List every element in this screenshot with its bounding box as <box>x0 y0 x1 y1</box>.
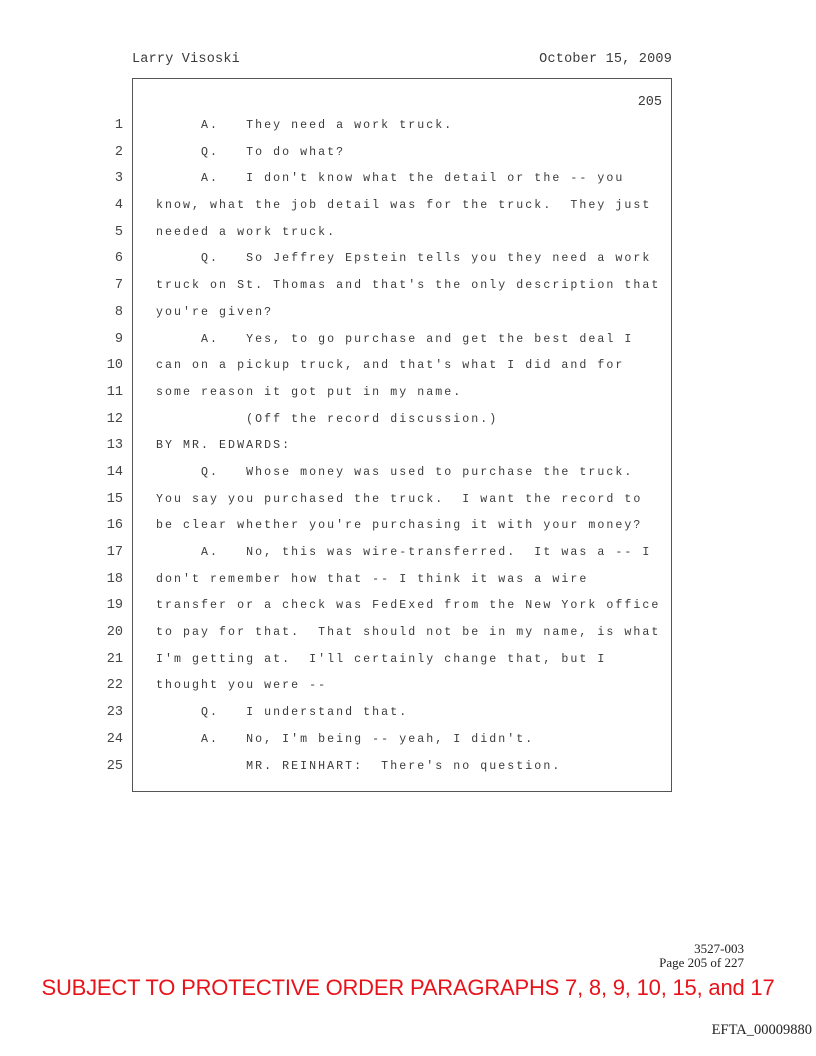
transcript-line: some reason it got put in my name. <box>156 385 463 399</box>
line-number: 8 <box>114 304 123 320</box>
line-number: 24 <box>106 731 123 747</box>
line-number: 20 <box>106 625 123 641</box>
line-number: 14 <box>106 464 123 480</box>
line-number: 2 <box>114 144 123 160</box>
transcript-line: Q. Whose money was used to purchase the truck. <box>156 465 634 479</box>
transcript-page-number: 205 <box>637 95 662 110</box>
transcript-line: You say you purchased the truck. I want the record to <box>156 492 643 506</box>
transcript-line: know, what the job detail was for the truck. They just <box>156 199 652 213</box>
line-number: 7 <box>114 278 123 294</box>
line-number: 9 <box>114 331 123 347</box>
line-number: 16 <box>106 518 123 534</box>
line-number: 19 <box>106 598 123 614</box>
line-number: 6 <box>114 251 123 267</box>
transcript-text <box>156 113 666 780</box>
line-number: 1 <box>114 118 123 133</box>
line-number: 15 <box>106 491 123 507</box>
line-number: 22 <box>106 678 123 694</box>
deposition-date: October 15, 2009 <box>539 52 672 67</box>
transcript-line: you're given? <box>156 305 274 319</box>
line-number: 17 <box>106 545 123 560</box>
bates-number: EFTA_00009880 <box>711 1022 812 1038</box>
transcript-line: A. No, this was wire-transferred. It was a -- I <box>156 546 652 559</box>
line-number: 13 <box>106 438 123 454</box>
transcript-line: BY MR. EDWARDS: <box>156 439 292 453</box>
transcript-line: don't remember how that -- I think it was a wire <box>156 572 589 586</box>
line-number: 23 <box>106 705 123 721</box>
transcript-line: A. I don't know what the detail or the -- you <box>156 172 625 186</box>
line-number: 25 <box>106 758 123 774</box>
line-number: 21 <box>106 651 123 667</box>
transcript-line: (Off the record discussion.) <box>156 412 499 426</box>
document-code: 3527-003 <box>694 941 744 956</box>
transcript-line: needed a work truck. <box>156 225 337 239</box>
line-number: 12 <box>106 411 123 427</box>
line-number-column <box>0 113 127 780</box>
line-number: 11 <box>106 384 123 400</box>
transcript-line: truck on St. Thomas and that's the only description that <box>156 279 661 293</box>
page-count: Page 205 of 227 <box>659 955 744 970</box>
transcript-line: to pay for that. That should not be in my name, is what <box>156 626 661 640</box>
transcript-line: Q. I understand that. <box>156 706 409 720</box>
transcript-line: MR. REINHART: There's no question. <box>156 759 562 773</box>
transcript-line: A. They need a work truck. <box>156 119 454 132</box>
transcript-line: A. Yes, to go purchase and get the best deal I <box>156 332 634 346</box>
transcript-line: Q. To do what? <box>156 145 346 159</box>
transcript-line: be clear whether you're purchasing it with your money? <box>156 519 643 533</box>
transcript-line: can on a pickup truck, and that's what I did and for <box>156 359 625 373</box>
line-number: 3 <box>114 171 123 187</box>
line-number: 5 <box>114 224 123 240</box>
transcript-line: thought you were -- <box>156 679 328 693</box>
protective-order-notice: SUBJECT TO PROTECTIVE ORDER PARAGRAPHS 7, 8, 9, 10, 15, and 17 <box>41 975 775 1000</box>
line-number: 4 <box>114 198 123 214</box>
transcript-line: A. No, I'm being -- yeah, I didn't. <box>156 732 535 746</box>
transcript-line: transfer or a check was FedExed from the New York office <box>156 599 661 613</box>
line-number: 10 <box>106 358 123 374</box>
transcript-line: I'm getting at. I'll certainly change that, but I <box>156 652 607 666</box>
transcript-line: Q. So Jeffrey Epstein tells you they need a work <box>156 252 652 266</box>
line-number: 18 <box>106 571 123 587</box>
witness-name: Larry Visoski <box>132 52 240 67</box>
